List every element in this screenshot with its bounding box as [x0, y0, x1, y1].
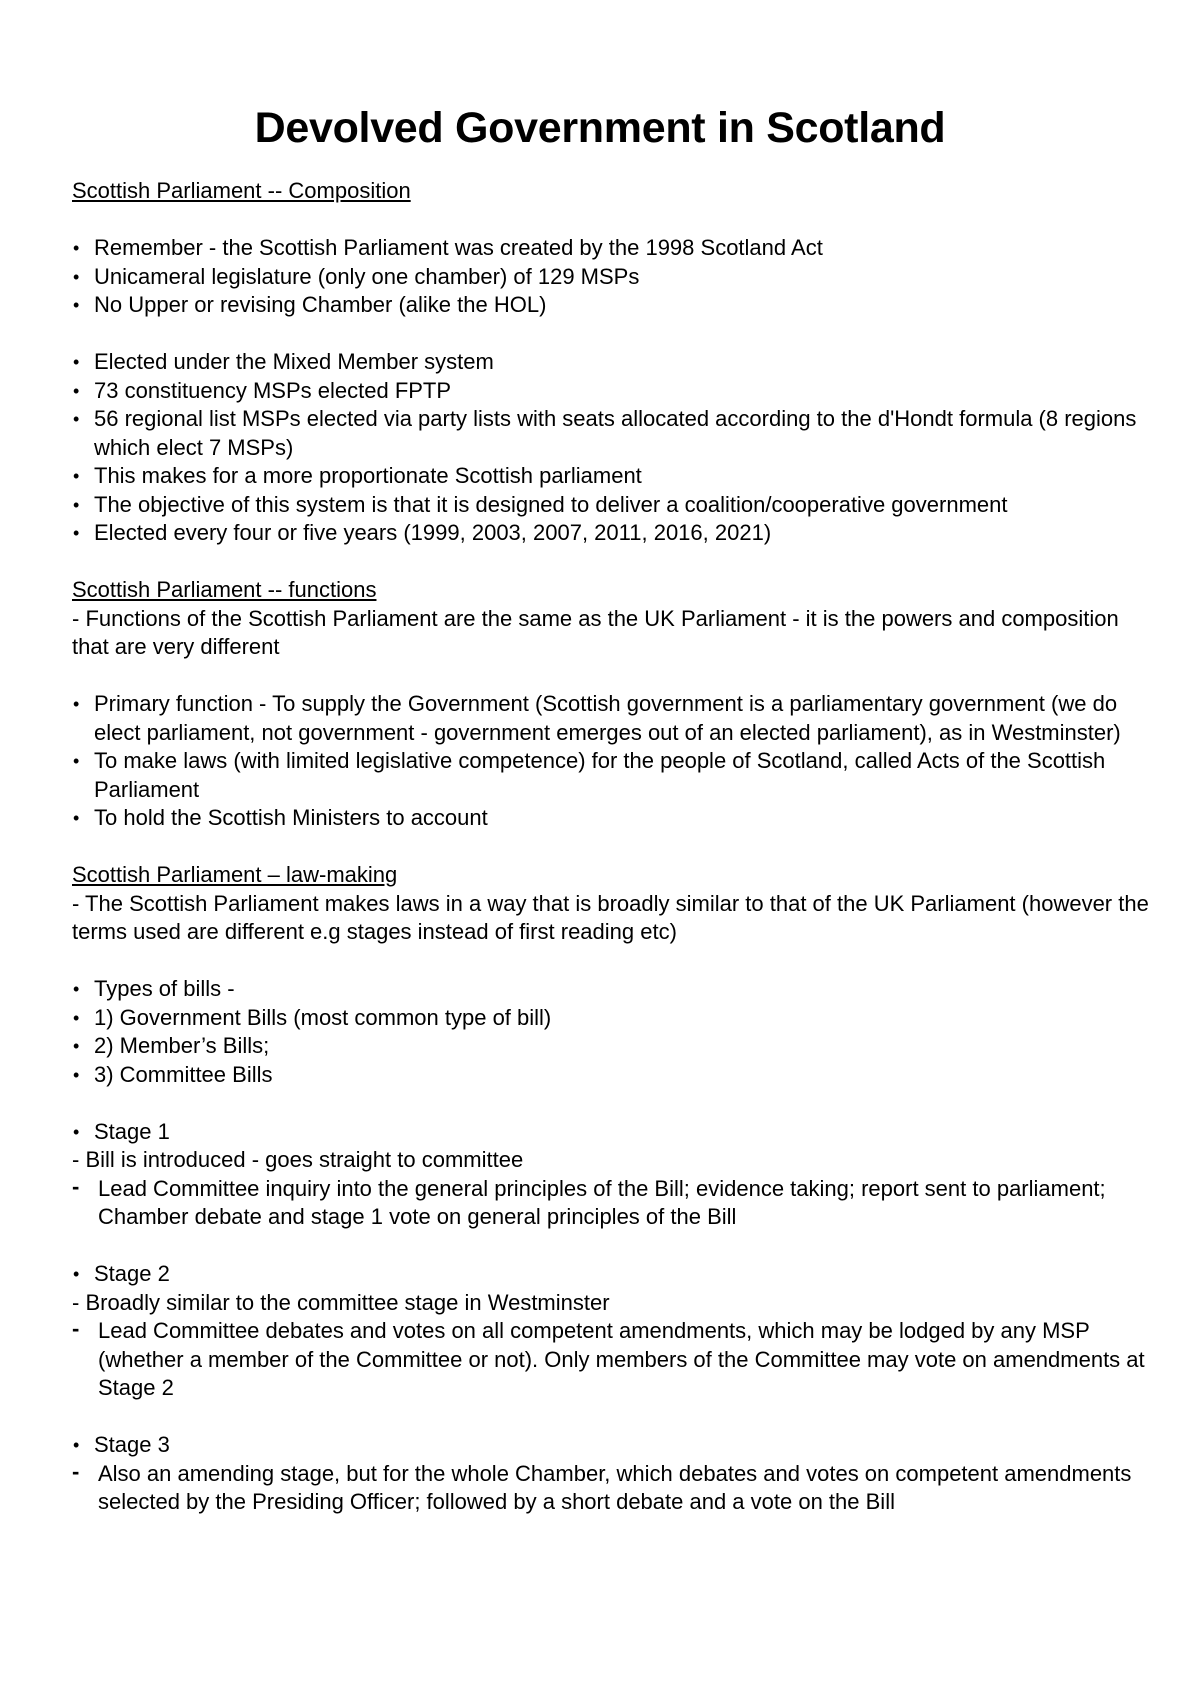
- stage-1-block: [72, 1118, 1152, 1147]
- stage-1-note: - Bill is introduced - goes straight to committee: [72, 1147, 524, 1172]
- stage-2-block: [72, 1260, 1152, 1289]
- composition-list-1: [72, 234, 1152, 320]
- list-item: • Elected every four or five years (1999, 2003, 2007, 2011, 2016, 2021): [72, 519, 1152, 548]
- lawmaking-intro: - The Scottish Parliament makes laws in a way that is broadly similar to that of the UK Parliament (however the terms used are different e.g stages instead of first reading etc): [72, 890, 1149, 944]
- list-item: • To hold the Scottish Ministers to account: [72, 804, 1152, 833]
- list-item: • To make laws (with limited legislative competence) for the people of Scotland, called Acts of the Scottish Parliament: [72, 747, 1152, 804]
- stage-2-label: • Stage 2: [72, 1260, 1152, 1289]
- list-item: • Types of bills -: [72, 975, 1152, 1004]
- list-item: • This makes for a more proportionate Scottish parliament: [72, 462, 1152, 491]
- stage-1-detail: - Lead Committee inquiry into the general principles of the Bill; evidence taking; report sent to parliament; Chamber debate and stage 1 vote on general principles of the Bill: [72, 1175, 1152, 1232]
- list-item: • 3) Committee Bills: [72, 1061, 1152, 1090]
- list-item: • The objective of this system is that it is designed to deliver a coalition/cooperative government: [72, 491, 1152, 520]
- list-item: • 73 constituency MSPs elected FPTP: [72, 377, 1152, 406]
- stage-3-label: • Stage 3: [72, 1431, 1152, 1460]
- list-item: • Remember - the Scottish Parliament was created by the 1998 Scotland Act: [72, 234, 1152, 263]
- stage-1-detail-list: [72, 1175, 1152, 1232]
- document-title: Devolved Government in Scotland: [254, 104, 946, 152]
- document-body: [72, 177, 1152, 1517]
- stage-2-detail-list: [72, 1317, 1152, 1403]
- composition-list-2: [72, 348, 1152, 548]
- list-item: • 56 regional list MSPs elected via party lists with seats allocated according to the d'Hondt formula (8 regions which elect 7 MSPs): [72, 405, 1152, 462]
- bill-types-list: [72, 975, 1152, 1089]
- functions-heading: Scottish Parliament -- functions: [72, 577, 377, 602]
- stage-3-block: [72, 1431, 1152, 1460]
- stage-3-detail-list: [72, 1460, 1152, 1517]
- stage-3-detail: - Also an amending stage, but for the whole Chamber, which debates and votes on competent amendments selected by the Presiding Officer; followed by a short debate and a vote on the Bill: [72, 1460, 1152, 1517]
- list-item: • Primary function - To supply the Government (Scottish government is a parliamentary government (we do elect parliament, not government - government emerges out of an elected parliament), as in Westminster): [72, 690, 1152, 747]
- list-item: • 1) Government Bills (most common type of bill): [72, 1004, 1152, 1033]
- stage-1-label: • Stage 1: [72, 1118, 1152, 1147]
- lawmaking-heading: Scottish Parliament – law-making: [72, 862, 398, 887]
- list-item: • Elected under the Mixed Member system: [72, 348, 1152, 377]
- composition-heading: Scottish Parliament -- Composition: [72, 178, 411, 203]
- functions-intro: - Functions of the Scottish Parliament are the same as the UK Parliament - it is the powers and composition that are very different: [72, 605, 1119, 659]
- list-item: • Unicameral legislature (only one chamber) of 129 MSPs: [72, 263, 1152, 292]
- functions-list: [72, 690, 1152, 833]
- stage-2-detail: - Lead Committee debates and votes on all competent amendments, which may be lodged by any MSP (whether a member of the Committee or not). Only members of the Committee may vote on amendments at Stage 2: [72, 1317, 1152, 1403]
- list-item: • 2) Member’s Bills;: [72, 1032, 1152, 1061]
- list-item: • No Upper or revising Chamber (alike the HOL): [72, 291, 1152, 320]
- stage-2-note: - Broadly similar to the committee stage in Westminster: [72, 1289, 610, 1315]
